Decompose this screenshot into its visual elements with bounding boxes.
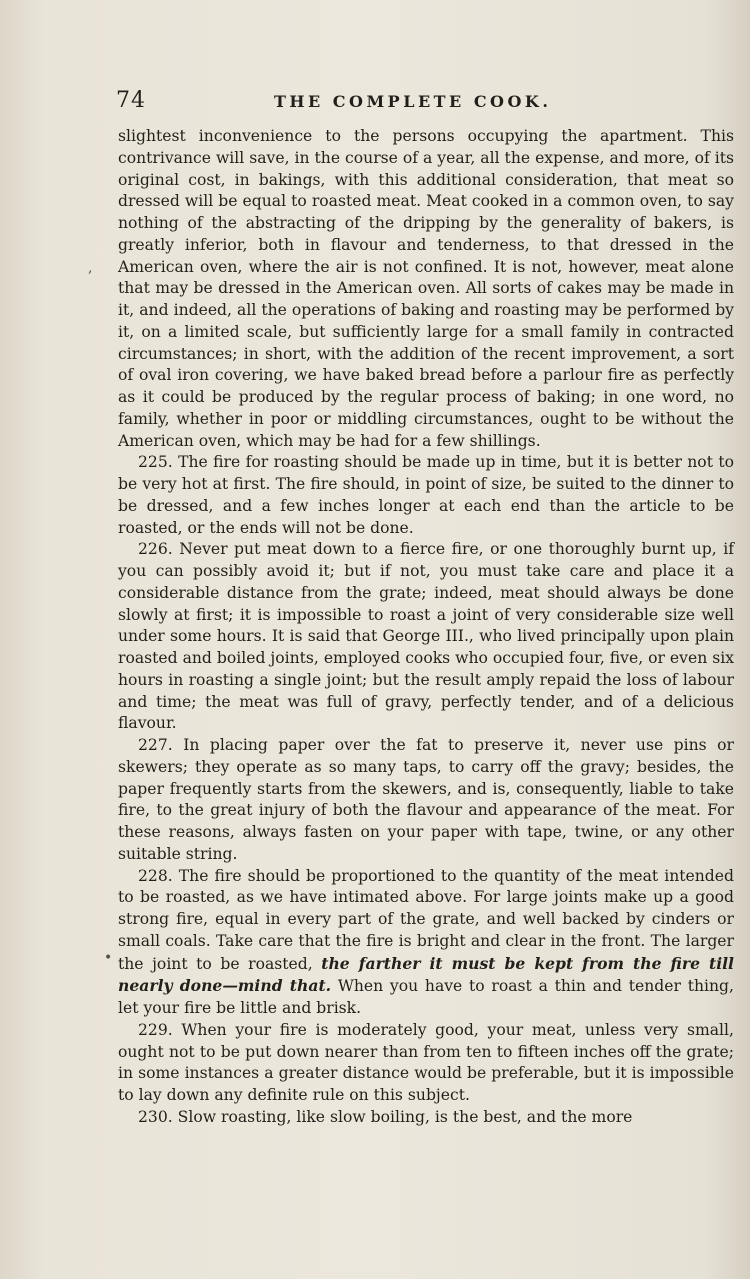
page-body: [118, 126, 734, 1129]
paragraph-228: [118, 866, 734, 1020]
margin-speck: ,: [88, 260, 93, 276]
paragraph-229: 229. When your fire is moderately good, your meat, unless very small, ought not to be put down nearer than from ten to fifteen inches off the grate; in some instances a greater distance would be preferable, but it is impossible to lay down any definite rule on this subject.: [118, 1020, 734, 1104]
running-title: THE COMPLETE COOK.: [274, 92, 552, 111]
paragraph-228-emphasis: the farther it must be kept from the fire till nearly done—mind that.: [118, 953, 734, 996]
paragraph-227: 227. In placing paper over the fat to preserve it, never use pins or skewers; they operate as so many taps, to carry off the gravy; besides, the paper frequently starts from the skewers, and is, consequently, liable to take fire, to the great injury of both the flavour and appearance of the meat. For these reasons, always fasten on your paper with tape, twine, or any other suitable string.: [118, 736, 734, 863]
paragraph-226: 226. Never put meat down to a fierce fire, or one thoroughly burnt up, if you can possibly avoid it; but if not, you must take care and place it a considerable distance from the grate; indeed, meat should always be done slowly at first; it is impossible to roast a joint of very considerable size well under some hours. It is said that George III., who lived principally upon plain roasted and boiled joints, employed cooks who occupied four, five, or even six hours in roasting a single joint; but the result amply repaid the loss of labour and time; the meat was full of gravy, perfectly tender, and of a delicious flavour.: [118, 540, 734, 733]
page-number: 74: [116, 88, 146, 113]
paragraph-230: 230. Slow roasting, like slow boiling, is the best, and the more: [138, 1107, 633, 1126]
paragraph-225: 225. The fire for roasting should be made up in time, but it is better not to be very hot at first. The fire should, in point of size, be suited to the dinner to be dressed, and a few inches longer at each end than the article to be roasted, or the ends will not be done.: [118, 453, 734, 537]
paragraph-continued: slightest inconvenience to the persons occupying the apartment. This contrivance will save, in the course of a year, all the expense, and more, of its original cost, in bakings, with this additional consideration, that meat so dressed will be equal to roasted meat. Meat cooked in a common oven, to say nothing of the abstracting of the dripping by the generality of bakers, is greatly inferior, both in flavour and tenderness, to that dressed in the American oven, where the air is not confined. It is not, however, meat alone that may be dressed in the American oven. All sorts of cakes may be made in it, and indeed, all the operations of baking and roasting may be performed by it, on a limited scale, but sufficiently large for a small family in contracted circumstances; in short, with the addition of the recent improvement, a sort of oval iron covering, we have baked bread before a parlour fire as perfectly as it could be produced by the regular process of baking; in one word, no family, whether in poor or middling circumstances, ought to be without the American oven, which may be had for a few shillings.: [118, 127, 734, 450]
page-header: [116, 86, 736, 116]
paragraph-228-text-after: When you have to roast a thin and tender thing, let your fire be little and brisk.: [118, 977, 734, 1017]
paragraph-228-text-before: 228. The fire should be proportioned to the quantity of the meat intended to be roasted, as we have intimated above. For large joints make up a good strong fire, equal in every part of the grate, and well backed by cinders or small coals. Take care that the fire is bright and clear in the front. The larger the joint to be roasted,: [118, 866, 734, 973]
margin-speck: •: [104, 950, 113, 966]
